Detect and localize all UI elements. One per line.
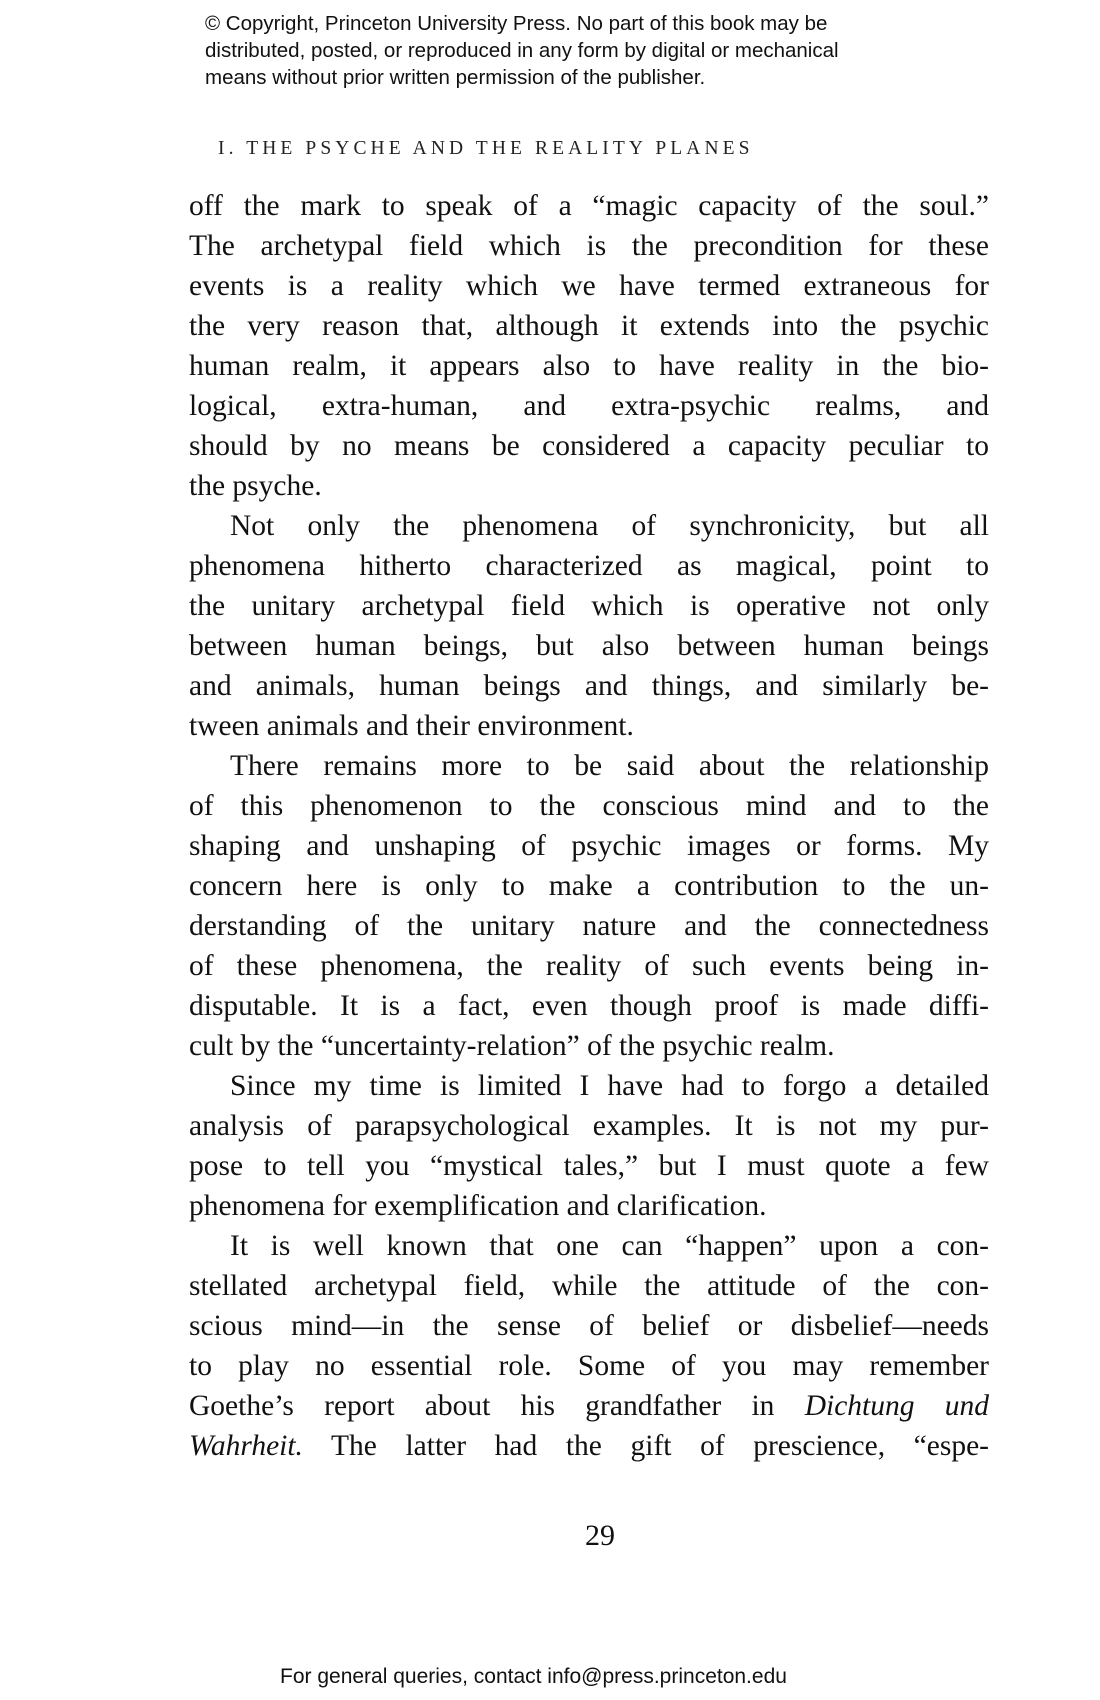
text-line: and animals, human beings and things, and similarly be-: [189, 670, 989, 702]
text-line: the very reason that, although it extends into the psychic: [189, 310, 989, 342]
footer-contact: For general queries, contact info@press.princeton.edu: [280, 1665, 787, 1688]
text-line: the unitary archetypal field which is operative not only: [189, 590, 989, 622]
text-line: disputable. It is a fact, even though proof is made diffi-: [189, 990, 989, 1022]
running-head: I. THE PSYCHE AND THE REALITY PLANES: [218, 138, 754, 159]
text-line: derstanding of the unitary nature and the connectedness: [189, 910, 989, 942]
text-line: between human beings, but also between human beings: [189, 630, 989, 662]
copyright-notice: [205, 10, 985, 91]
paragraph-1: [189, 186, 989, 506]
text-line: off the mark to speak of a “magic capacity of the soul.”: [189, 190, 989, 222]
text-line: of this phenomenon to the conscious mind and to the: [189, 790, 989, 822]
text-line: events is a reality which we have termed extraneous for: [189, 270, 989, 302]
text-line: scious mind—in the sense of belief or disbelief—needs: [189, 1310, 989, 1342]
paragraph-3: [189, 746, 989, 1066]
text-line: Not only the phenomena of synchronicity, but all: [230, 510, 989, 542]
text-line: to play no essential role. Some of you may remember: [189, 1350, 989, 1382]
text-line: human realm, it appears also to have reality in the bio-: [189, 350, 989, 382]
copyright-line: distributed, posted, or reproduced in any form by digital or mechanical: [205, 39, 839, 62]
text-line: Since my time is limited I have had to forgo a detailed: [230, 1070, 989, 1102]
text-line: The archetypal field which is the precondition for these: [189, 230, 989, 262]
text-line: of these phenomena, the reality of such events being in-: [189, 950, 989, 982]
page-body: [189, 186, 989, 1466]
text-line: the psyche.: [189, 470, 322, 502]
book-title-italic: Dichtung und: [804, 1390, 989, 1422]
copyright-line: means without prior written permission of the publisher.: [205, 66, 706, 89]
text-run: The latter had the gift of prescience, “espe-: [331, 1430, 990, 1462]
text-line: phenomena for exemplification and clarification.: [189, 1190, 767, 1222]
text-line: should by no means be considered a capacity peculiar to: [189, 430, 989, 462]
copyright-line: © Copyright, Princeton University Press. No part of this book may be: [205, 12, 828, 35]
page-number: 29: [585, 1519, 615, 1552]
text-line: [189, 1386, 989, 1426]
text-line: [189, 1426, 989, 1466]
text-line: logical, extra-human, and extra-psychic realms, and: [189, 390, 989, 422]
text-line: shaping and unshaping of psychic images or forms. My: [189, 830, 989, 862]
paragraph-5: [189, 1226, 989, 1466]
text-line: concern here is only to make a contribution to the un-: [189, 870, 989, 902]
text-line: analysis of parapsychological examples. It is not my pur-: [189, 1110, 989, 1142]
text-line: stellated archetypal field, while the attitude of the con-: [189, 1270, 989, 1302]
text-line: phenomena hitherto characterized as magical, point to: [189, 550, 989, 582]
paragraph-4: [189, 1066, 989, 1226]
paragraph-2: [189, 506, 989, 746]
text-line: tween animals and their environment.: [189, 710, 634, 742]
text-line: pose to tell you “mystical tales,” but I must quote a few: [189, 1150, 989, 1182]
text-line: It is well known that one can “happen” upon a con-: [230, 1230, 989, 1262]
text-run: Goethe’s report about his grandfather in: [189, 1390, 775, 1422]
text-line: cult by the “uncertainty-relation” of the psychic realm.: [189, 1030, 835, 1062]
book-title-italic: Wahrheit.: [189, 1430, 303, 1462]
text-line: There remains more to be said about the relationship: [230, 750, 989, 782]
